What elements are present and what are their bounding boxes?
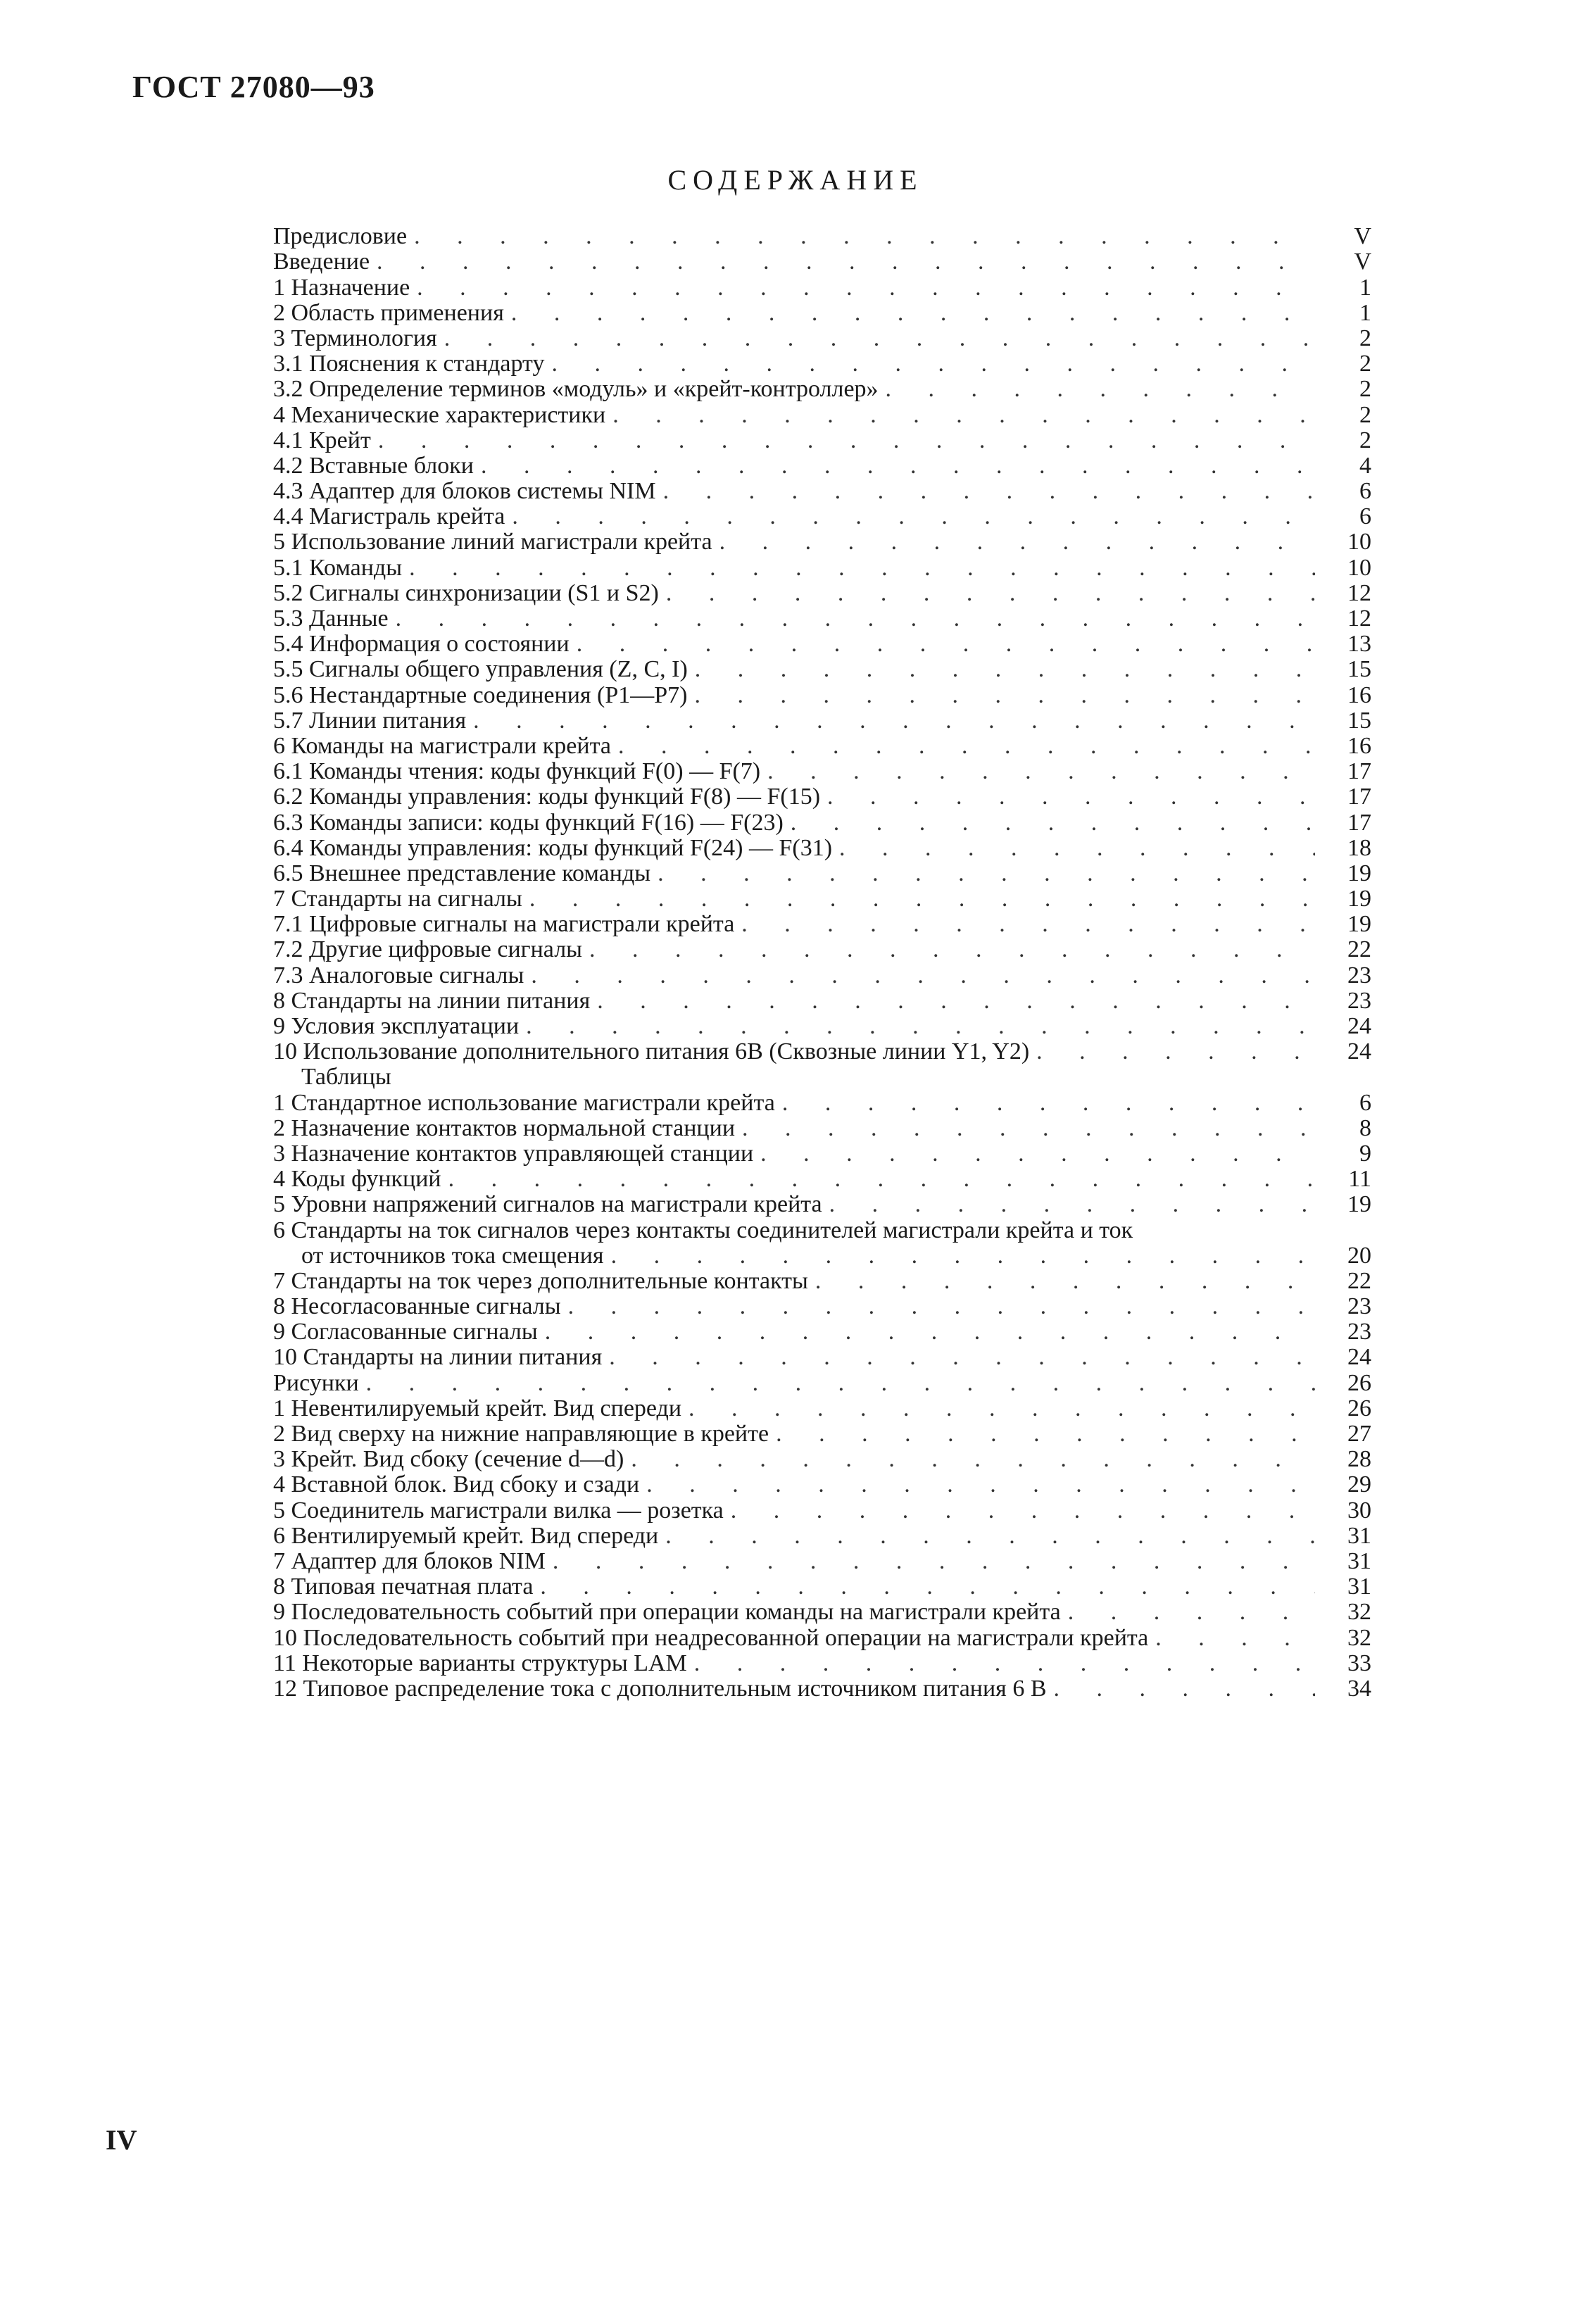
toc-entry[interactable] xyxy=(273,1600,1371,1625)
toc-entry[interactable] xyxy=(273,1396,1371,1421)
toc-entry-label: 9 Согласованные сигналы xyxy=(273,1319,538,1345)
toc-entry[interactable] xyxy=(273,886,1371,912)
toc-entry[interactable] xyxy=(273,1294,1371,1319)
toc-entry-page: 11 xyxy=(1348,1166,1371,1193)
toc-entry[interactable] xyxy=(273,453,1371,479)
toc-entry-page: 15 xyxy=(1347,707,1371,734)
toc-entry-page: 23 xyxy=(1347,1319,1371,1345)
dot-leader xyxy=(1036,1039,1315,1064)
toc-entry-label: Таблицы xyxy=(301,1064,391,1091)
toc-entry-page: 19 xyxy=(1347,911,1371,938)
dot-leader xyxy=(377,249,1315,275)
toc-entry-label: 1 Назначение xyxy=(273,274,410,301)
toc-entry-label: 4 Вставной блок. Вид сбоку и сзади xyxy=(273,1471,640,1498)
toc-entry[interactable] xyxy=(273,912,1371,937)
toc-entry-label: 5.7 Линии питания xyxy=(273,707,467,734)
toc-title: СОДЕРЖАНИЕ xyxy=(667,164,924,196)
dot-leader xyxy=(481,453,1315,479)
dot-leader xyxy=(694,1651,1315,1676)
dot-leader xyxy=(553,1549,1315,1574)
toc-entry-page: 22 xyxy=(1347,1267,1371,1294)
toc-entry[interactable] xyxy=(273,275,1371,300)
toc-entry-label: 4.3 Адаптер для блоков системы NIM xyxy=(273,478,656,505)
toc-entry-label: Введение xyxy=(273,249,370,275)
dot-leader xyxy=(409,555,1315,581)
toc-entry-label: 5 Использование линий магистрали крейта xyxy=(273,529,712,555)
toc-entry-page: 9 xyxy=(1359,1140,1371,1167)
toc-entry-page: 15 xyxy=(1347,656,1371,683)
dot-leader xyxy=(611,1243,1315,1269)
toc-entry-label: 4.4 Магистраль крейта xyxy=(273,503,505,530)
toc-entry-label: 3 Назначение контактов управляющей станции xyxy=(273,1140,754,1167)
toc-entry-page: 1 xyxy=(1359,299,1371,326)
dot-leader xyxy=(886,377,1315,402)
toc-entry-page: 17 xyxy=(1347,809,1371,836)
toc-entry[interactable] xyxy=(273,734,1371,759)
toc-entry[interactable] xyxy=(273,784,1371,810)
toc-entry-page: 22 xyxy=(1347,936,1371,963)
toc-entry-label: 5.2 Сигналы синхронизации (S1 и S2) xyxy=(273,579,659,606)
toc-entry[interactable] xyxy=(273,836,1371,861)
dot-leader xyxy=(839,836,1315,861)
toc-entry-label: 6.1 Команды чтения: коды функций F(0) — F(7) xyxy=(273,758,761,785)
toc-entry-page: 34 xyxy=(1347,1675,1371,1702)
toc-entry-label: 4 Коды функций xyxy=(273,1166,441,1193)
toc-entry[interactable] xyxy=(273,581,1371,606)
dot-leader xyxy=(540,1574,1315,1600)
toc-entry-page: 29 xyxy=(1347,1471,1371,1498)
toc-entry[interactable] xyxy=(273,1574,1371,1600)
toc-entry-page: 6 xyxy=(1359,478,1371,505)
toc-entry-page: 24 xyxy=(1347,1013,1371,1039)
toc-entry[interactable] xyxy=(273,1167,1371,1192)
toc-entry-label: 5 Соединитель магистрали вилка — розетка xyxy=(273,1497,724,1524)
toc-entry[interactable] xyxy=(273,224,1371,249)
toc-entry-page: 1 xyxy=(1359,274,1371,301)
toc-entry-page: 31 xyxy=(1347,1574,1371,1600)
toc-entry-page: 23 xyxy=(1347,1293,1371,1320)
toc-entry-page: 27 xyxy=(1347,1421,1371,1447)
dot-leader xyxy=(531,963,1315,988)
toc-entry-label: 5.4 Информация о состоянии xyxy=(273,631,570,658)
toc-entry-label: 4.2 Вставные блоки xyxy=(273,452,474,479)
dot-leader xyxy=(665,1524,1315,1549)
toc-entry-label: 7 Стандарты на сигналы xyxy=(273,886,522,912)
toc-entry[interactable] xyxy=(273,479,1371,504)
dot-leader xyxy=(767,759,1315,784)
dot-leader xyxy=(742,1116,1315,1141)
toc-entry-page: 28 xyxy=(1347,1446,1371,1473)
toc-entry[interactable] xyxy=(273,377,1371,402)
dot-leader xyxy=(646,1472,1315,1497)
toc-entry[interactable] xyxy=(273,682,1371,708)
toc-entry-page: 23 xyxy=(1347,962,1371,988)
dot-leader xyxy=(782,1091,1315,1116)
document-header: ГОСТ 27080—93 xyxy=(132,70,375,104)
dot-leader xyxy=(526,1014,1315,1039)
dot-leader xyxy=(414,224,1315,249)
toc-entry-page: 24 xyxy=(1347,1038,1371,1065)
dot-leader xyxy=(577,632,1315,657)
toc-entry[interactable] xyxy=(273,606,1371,632)
toc-entry[interactable] xyxy=(273,428,1371,453)
toc-entry[interactable] xyxy=(273,1090,1371,1115)
toc-entry-label: 9 Условия эксплуатации xyxy=(273,1013,520,1039)
toc-entry[interactable] xyxy=(273,1625,1371,1650)
toc-entry-label: 4.1 Крейт xyxy=(273,427,371,453)
toc-entry[interactable] xyxy=(273,1192,1371,1217)
toc-entry-page: 32 xyxy=(1347,1599,1371,1626)
toc-entry[interactable] xyxy=(273,1064,1371,1090)
toc-entry[interactable] xyxy=(273,402,1371,427)
toc-entry-label: 6 Вентилируемый крейт. Вид спереди xyxy=(273,1522,659,1549)
toc-entry-page: 16 xyxy=(1347,682,1371,708)
toc-entry[interactable] xyxy=(273,1141,1371,1167)
dot-leader xyxy=(512,504,1315,529)
toc-entry-label: 5.5 Сигналы общего управления (Z, C, I) xyxy=(273,656,688,683)
toc-entry[interactable] xyxy=(273,1524,1371,1549)
toc-entry[interactable] xyxy=(273,1447,1371,1472)
dot-leader xyxy=(1054,1676,1316,1702)
dot-leader xyxy=(827,784,1315,810)
toc-entry-page: 33 xyxy=(1347,1650,1371,1676)
toc-entry[interactable] xyxy=(273,326,1371,351)
dot-leader xyxy=(618,734,1315,759)
dot-leader xyxy=(760,1141,1315,1167)
dot-leader xyxy=(417,275,1315,301)
toc-entry-label: 1 Невентилируемый крейт. Вид спереди xyxy=(273,1395,682,1421)
toc-entry-label: 5 Уровни напряжений сигналов на магистрали крейта xyxy=(273,1191,822,1218)
toc-entry-label: от источников тока смещения xyxy=(301,1242,604,1269)
dot-leader xyxy=(719,529,1315,555)
toc-entry[interactable] xyxy=(273,1116,1371,1141)
dot-leader xyxy=(366,1371,1315,1396)
toc-entry-label: Предисловие xyxy=(273,223,408,250)
dot-leader xyxy=(597,988,1315,1014)
toc-entry-page: 26 xyxy=(1347,1369,1371,1396)
toc-entry[interactable] xyxy=(273,657,1371,682)
toc-entry-page: 24 xyxy=(1347,1344,1371,1371)
toc-entry-label: 2 Назначение контактов нормальной станции xyxy=(273,1114,736,1141)
toc-entry[interactable] xyxy=(273,529,1371,555)
toc-entry-label: 7.3 Аналоговые сигналы xyxy=(273,962,524,988)
dot-leader xyxy=(612,403,1315,428)
toc-entry[interactable] xyxy=(273,632,1371,657)
toc-entry-label: 7 Стандарты на ток через дополнительные контакты xyxy=(273,1267,808,1294)
page-number: IV xyxy=(106,2124,137,2156)
toc-entry-page: 12 xyxy=(1347,605,1371,632)
dot-leader xyxy=(829,1192,1315,1217)
toc-entry[interactable] xyxy=(273,504,1371,529)
toc-entry-label: 1 Стандартное использование магистрали крейта xyxy=(273,1089,775,1116)
dot-leader xyxy=(1155,1626,1315,1651)
toc-entry-page: 12 xyxy=(1347,579,1371,606)
toc-entry[interactable] xyxy=(273,1319,1371,1345)
toc-entry[interactable] xyxy=(273,759,1371,784)
dot-leader xyxy=(529,886,1315,912)
toc-entry-label: 7.2 Другие цифровые сигналы xyxy=(273,936,583,963)
toc-entry-label: 4 Механические характеристики xyxy=(273,401,606,428)
toc-entry-page: 2 xyxy=(1359,325,1371,351)
toc-entry-page: 8 xyxy=(1359,1114,1371,1141)
toc-entry-label: 6.3 Команды записи: коды функций F(16) — F(23) xyxy=(273,809,784,836)
toc-entry-page: 2 xyxy=(1359,351,1371,377)
toc-entry-page: 31 xyxy=(1347,1547,1371,1574)
toc-entry-label: 6.5 Внешнее представление команды xyxy=(273,860,651,886)
toc-entry-label: 3 Крейт. Вид сбоку (сечение d—d) xyxy=(273,1446,624,1473)
dot-leader xyxy=(658,861,1315,886)
dot-leader xyxy=(444,326,1315,351)
toc-entry-label: 5.3 Данные xyxy=(273,605,389,632)
toc-entry[interactable] xyxy=(273,937,1371,962)
dot-leader xyxy=(396,606,1315,632)
toc-entry[interactable] xyxy=(273,1014,1371,1039)
dot-leader xyxy=(776,1421,1315,1447)
dot-leader xyxy=(741,912,1315,937)
toc-entry-label: 10 Стандарты на линии питания xyxy=(273,1344,603,1371)
toc-entry-label: 9 Последовательность событий при операции команды на магистрали крейта xyxy=(273,1599,1061,1626)
toc-entry-label: 5.6 Нестандартные соединения (P1—P7) xyxy=(273,682,688,708)
dot-leader xyxy=(609,1345,1315,1370)
toc-entry-label: 5.1 Команды xyxy=(273,554,403,581)
dot-leader xyxy=(666,581,1315,606)
toc-entry[interactable] xyxy=(273,249,1371,275)
toc-entry-page: 17 xyxy=(1347,758,1371,785)
toc-entry-page: 2 xyxy=(1359,376,1371,403)
toc-entry[interactable] xyxy=(273,708,1371,734)
toc-entry-label: 2 Область применения xyxy=(273,299,504,326)
dot-leader xyxy=(631,1447,1315,1472)
toc-entry[interactable] xyxy=(273,962,1371,988)
toc-entry-label: 8 Стандарты на линии питания xyxy=(273,987,591,1014)
dot-leader xyxy=(448,1167,1315,1192)
toc-entry[interactable] xyxy=(273,1421,1371,1447)
toc-entry[interactable] xyxy=(273,810,1371,835)
toc-entry-label: 7.1 Цифровые сигналы на магистрали крейта xyxy=(273,911,735,938)
toc-entry-label: 6 Команды на магистрали крейта xyxy=(273,732,611,759)
toc-entry-label: 3 Терминология xyxy=(273,325,437,351)
toc-entry[interactable] xyxy=(273,1370,1371,1395)
toc-entry-page: 19 xyxy=(1347,1191,1371,1218)
toc-entry-page: 19 xyxy=(1347,860,1371,886)
toc-entry-page: 13 xyxy=(1347,631,1371,658)
toc-entry-page: 20 xyxy=(1347,1242,1371,1269)
toc-entry[interactable] xyxy=(273,988,1371,1014)
dot-leader xyxy=(378,428,1315,453)
toc-entry-page: 19 xyxy=(1347,886,1371,912)
toc-entry-label: 6.2 Команды управления: коды функций F(8) — F(15) xyxy=(273,784,821,810)
toc-entry-page: 26 xyxy=(1347,1395,1371,1421)
dot-leader xyxy=(688,1396,1315,1421)
dot-leader xyxy=(473,708,1315,734)
toc-entry-label: 10 Использование дополнительного питания 6В (Сквозные линии Y1, Y2) xyxy=(273,1038,1030,1065)
toc-entry[interactable] xyxy=(273,1549,1371,1574)
toc-entry-page: 18 xyxy=(1347,834,1371,861)
toc-entry-page: V xyxy=(1354,249,1371,275)
toc-entry[interactable] xyxy=(273,1345,1371,1370)
dot-leader xyxy=(1068,1600,1315,1625)
toc-entry-label: Рисунки xyxy=(273,1369,359,1396)
toc-entry[interactable] xyxy=(273,861,1371,886)
table-of-contents xyxy=(273,224,1371,1702)
dot-leader xyxy=(589,937,1315,962)
toc-entry-label: 2 Вид сверху на нижние направляющие в крейте xyxy=(273,1421,769,1447)
toc-entry-page: V xyxy=(1354,223,1371,250)
toc-entry[interactable] xyxy=(273,1676,1371,1702)
toc-entry-page: 10 xyxy=(1347,529,1371,555)
toc-entry[interactable] xyxy=(273,1217,1371,1243)
dot-leader xyxy=(568,1294,1315,1319)
toc-entry-page: 6 xyxy=(1359,1089,1371,1116)
toc-entry-label: 12 Типовое распределение тока с дополнительным источником питания 6 В xyxy=(273,1675,1047,1702)
toc-entry-label: 10 Последовательность событий при неадресованной операции на магистрали крейта xyxy=(273,1624,1149,1651)
dot-leader xyxy=(663,479,1315,504)
toc-entry[interactable] xyxy=(273,1269,1371,1294)
toc-entry-label: 6 Стандарты на ток сигналов через контакты соединителей магистрали крейта и ток xyxy=(273,1217,1133,1243)
toc-entry-page: 23 xyxy=(1347,987,1371,1014)
toc-entry-page: 16 xyxy=(1347,732,1371,759)
toc-entry-page: 30 xyxy=(1347,1497,1371,1524)
toc-entry-page: 32 xyxy=(1347,1624,1371,1651)
toc-entry-label: 8 Типовая печатная плата xyxy=(273,1574,534,1600)
dot-leader xyxy=(791,810,1315,836)
toc-entry-label: 8 Несогласованные сигналы xyxy=(273,1293,561,1320)
toc-entry-page: 17 xyxy=(1347,784,1371,810)
toc-entry-page: 6 xyxy=(1359,503,1371,530)
toc-entry-page: 10 xyxy=(1347,554,1371,581)
toc-entry[interactable] xyxy=(273,555,1371,580)
toc-entry[interactable] xyxy=(273,1651,1371,1676)
dot-leader xyxy=(551,351,1315,377)
toc-entry[interactable] xyxy=(273,1472,1371,1497)
toc-entry-page: 2 xyxy=(1359,427,1371,453)
toc-entry-label: 11 Некоторые варианты структуры LAM xyxy=(273,1650,687,1676)
toc-entry[interactable] xyxy=(273,1243,1371,1269)
dot-leader xyxy=(695,657,1315,682)
toc-entry-page: 4 xyxy=(1359,452,1371,479)
dot-leader xyxy=(545,1319,1315,1345)
dot-leader xyxy=(815,1269,1315,1294)
toc-entry-page: 31 xyxy=(1347,1522,1371,1549)
toc-entry-label: 7 Адаптер для блоков NIM xyxy=(273,1547,546,1574)
dot-leader xyxy=(511,301,1315,326)
toc-entry[interactable] xyxy=(273,1039,1371,1064)
toc-entry[interactable] xyxy=(273,1497,1371,1523)
dot-leader xyxy=(695,683,1316,708)
toc-entry-label: 3.2 Определение терминов «модуль» и «крейт-контроллер» xyxy=(273,376,879,403)
toc-entry-label: 3.1 Пояснения к стандарту xyxy=(273,351,545,377)
toc-entry[interactable] xyxy=(273,301,1371,326)
dot-leader xyxy=(731,1498,1315,1524)
toc-entry[interactable] xyxy=(273,351,1371,377)
toc-entry-label: 6.4 Команды управления: коды функций F(24) — F(31) xyxy=(273,834,833,861)
toc-entry-page: 2 xyxy=(1359,401,1371,428)
